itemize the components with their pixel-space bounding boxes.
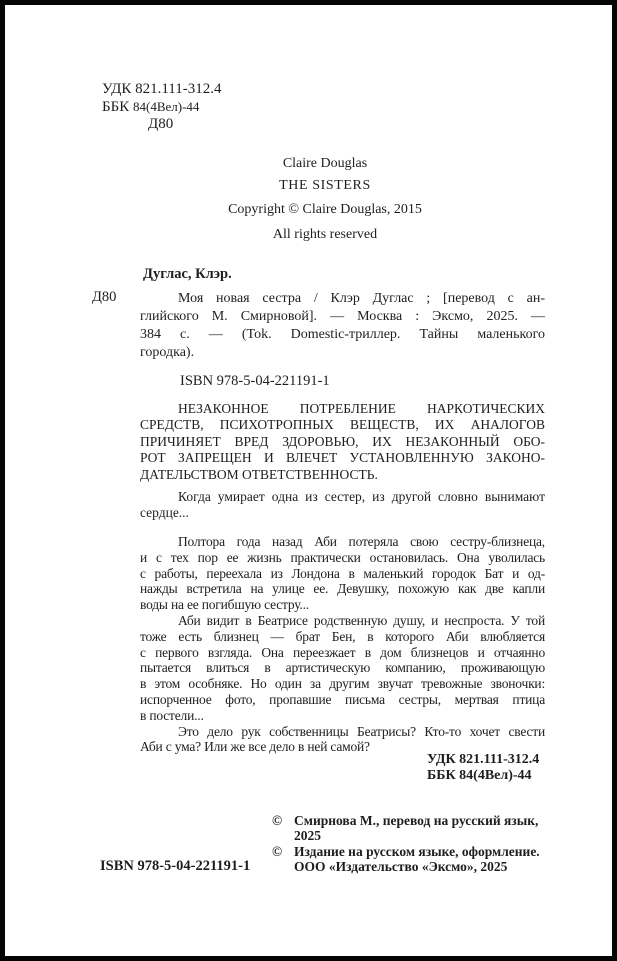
text-line: пытается влиться в артистическую компанию, проживающую	[140, 660, 545, 676]
text-line: с первого взгляда. Она переезжает в дом близнецов и отчаянно	[140, 644, 545, 660]
copyright-entry-publisher	[272, 844, 567, 875]
text-line: с работы, переехала из Лондона в маленький городок Бат и од-	[140, 565, 545, 581]
text-line: глийского М. Смирновой]. — Москва : Эксмо, 2025. —	[140, 309, 545, 324]
catalog-card-author: Дуглас, Клэр.	[143, 266, 232, 282]
text-line: Издание на русском языке, оформление.	[294, 843, 540, 859]
text-line: НЕЗАКОННОЕ ПОТРЕБЛЕНИЕ НАРКОТИЧЕСКИХ	[178, 401, 545, 416]
text-line: Полтора года назад Аби потеряла свою сестру-близнеца,	[178, 534, 545, 549]
tagline-text	[140, 489, 545, 521]
copyright-symbol: ©	[272, 843, 283, 859]
bbk-code	[102, 98, 221, 116]
text-line: и с тех пор ее жизнь практически остановилась. Она уволилась	[140, 549, 545, 565]
udk-code: УДК 821.111-312.4	[102, 81, 222, 97]
text-line: Моя новая сестра / Клэр Дуглас ; [перевод с ан-	[178, 291, 545, 306]
original-edition-block	[100, 156, 550, 243]
author-index-code: Д80	[148, 116, 174, 132]
text-line: испорченное фото, пропавшие письма сестры, мертвая птица	[140, 691, 545, 707]
text-line: 384 с. — (Tok. Domestic-триллер. Тайны маленького	[140, 327, 545, 342]
text-line: воды на ее погибшую сестру...	[140, 597, 309, 613]
text-line: ООО «Издательство «Эксмо», 2025	[294, 858, 508, 874]
isbn-number: ISBN 978-5-04-221191-1	[180, 373, 330, 389]
text-line: Аби видит в Беатрисе родственную душу, и неспроста. У той	[178, 612, 545, 628]
copyright-block	[272, 813, 567, 874]
text-line: СРЕДСТВ, ПСИХОТРОПНЫХ ВЕЩЕСТВ, ИХ АНАЛОГОВ	[140, 417, 545, 433]
original-copyright: Copyright © Claire Douglas, 2015	[228, 202, 422, 217]
text-line: ДАТЕЛЬСТВОМ ОТВЕТСТВЕННОСТЬ.	[140, 466, 378, 482]
text-line: РОТ ЗАПРЕЩЕН И ВЛЕЧЕТ УСТАНОВЛЕННУЮ ЗАКОНО-	[140, 450, 545, 466]
drug-warning-text	[140, 401, 545, 483]
original-title: THE SISTERS	[279, 178, 371, 193]
text-line: Смирнова М., перевод на русский язык,	[294, 813, 539, 828]
bbk-value: 84(4Вел)-44	[132, 99, 200, 114]
rights-reserved: All rights reserved	[272, 227, 378, 242]
text-line: Аби с ума? Или же все дело в ней самой?	[140, 739, 370, 755]
top-catalog-codes	[102, 81, 221, 133]
original-author: Claire Douglas	[282, 156, 368, 171]
text-line: городка).	[140, 345, 195, 360]
isbn-number-footer: ISBN 978-5-04-221191-1	[100, 858, 251, 874]
copyright-symbol: ©	[272, 813, 283, 828]
annotation-paragraph-1	[140, 534, 545, 613]
text-line: Когда умирает одна из сестер, из другой словно вынимают	[178, 489, 545, 504]
annotation-block	[140, 534, 545, 755]
text-line: нажды встретила на улице ее. Девушку, похожую как две капли	[140, 581, 545, 597]
bibliographic-description	[140, 290, 545, 362]
text-line: в постели...	[140, 707, 204, 723]
text-line: сердце...	[140, 505, 189, 520]
udk-code-bottom: УДК 821.111-312.4	[427, 752, 540, 767]
copyright-publisher-text	[294, 844, 567, 875]
text-line: Это дело рук собственницы Беатрисы? Кто-то хочет свести	[178, 723, 545, 739]
catalog-card-index: Д80	[92, 289, 117, 305]
bbk-code-bottom: ББК 84(4Вел)-44	[427, 768, 532, 783]
text-line: 2025	[294, 828, 321, 844]
bbk-label: ББК	[102, 99, 130, 115]
text-line: в этом особняке. Но один за другим звучат тревожные звоночки:	[140, 676, 545, 692]
bottom-catalog-codes	[427, 752, 539, 784]
annotation-paragraph-3	[140, 724, 545, 756]
annotation-paragraph-2	[140, 613, 545, 724]
copyright-entry-translation	[272, 813, 567, 844]
copyright-translation-text	[294, 813, 567, 844]
text-line: тоже есть близнец — брат Бен, в которого Аби влюбляется	[140, 628, 545, 644]
text-line: ПРИЧИНЯЕТ ВРЕД ЗДОРОВЬЮ, ИХ НЕЗАКОННЫЙ ОБО-	[140, 433, 545, 449]
